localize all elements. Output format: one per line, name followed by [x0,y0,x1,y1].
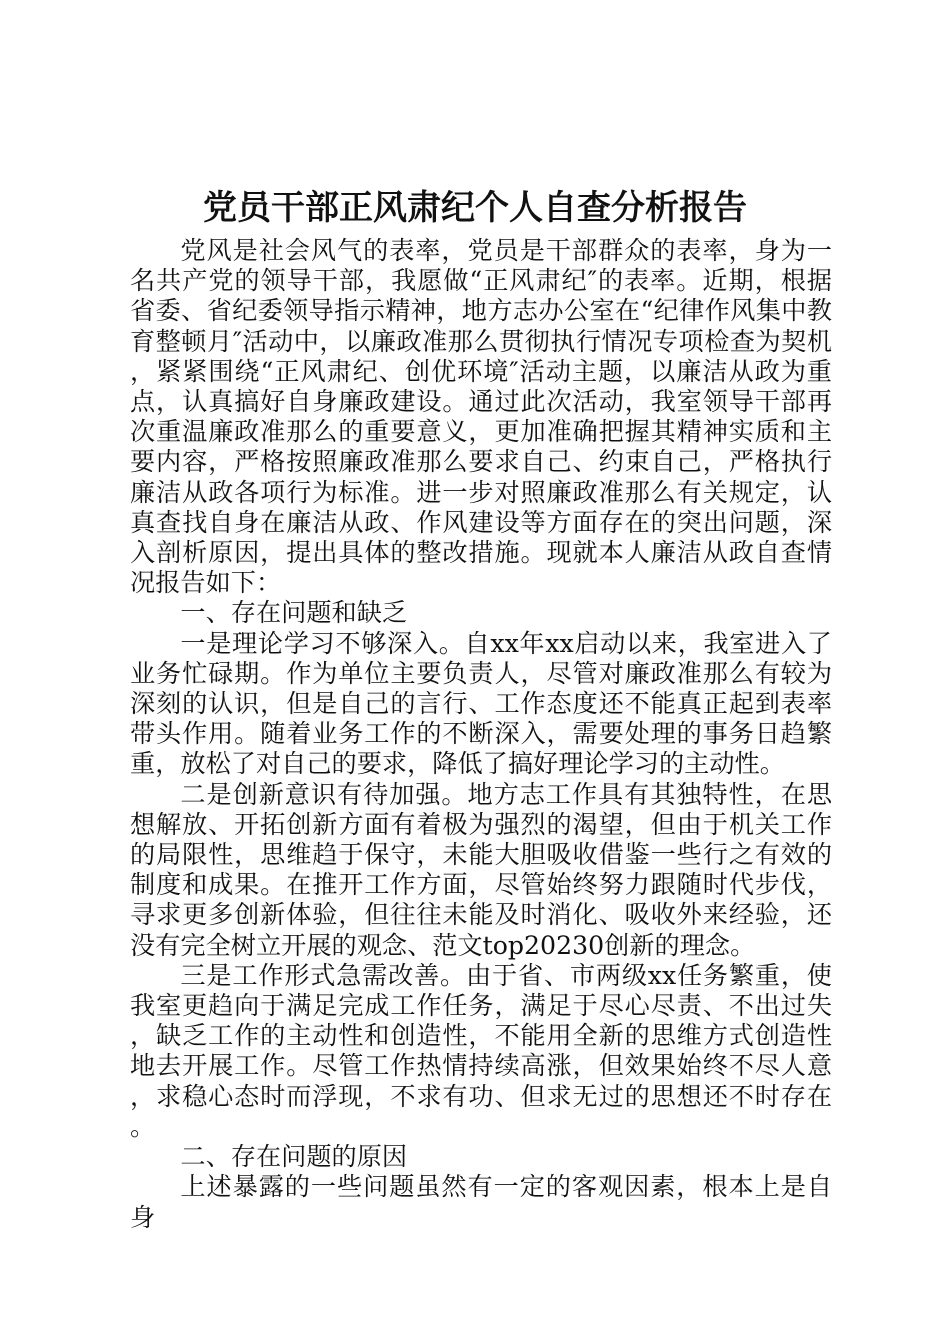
intro-paragraph: 党风是社会风气的表率，党员是干部群众的表率，身为一名共产党的领导干部，我愿做“正风肃纪″的表率。近期，根据省委、省纪委领导指示精神，地方志办公室在“纪律作风集中教育整顿月″活动中，以廉政准那么贯彻执行情况专项检查为契机，紧紧围绕“正风肃纪、创优环境″活动主题，以廉洁从政为重点，认真搞好自身廉政建设。通过此次活动，我室领导干部再次重温廉政准那么的重要意义，更加准确把握其精神实质和主要内容，严格按照廉政准那么要求自己、约束自己，严格执行廉洁从政各项行为标准。进一步对照廉政准那么有关规定，认真查找自身在廉洁从政、作风建设等方面存在的突出问题，深入剖析原因，提出具体的整改措施。现就本人廉洁从政自查情况报告如下： [130,236,832,598]
document-title: 党员干部正风肃纪个人自查分析报告 [203,188,747,228]
section-heading-problems: 一、存在问题和缺乏 [180,598,408,628]
problem-paragraph-theory-study: 一是理论学习不够深入。自xx年xx启动以来，我室进入了业务忙碌期。作为单位主要负责人，尽管对廉政准那么有较为深刻的认识，但是自己的言行、工作态度还不能真正起到表率带头作用。随着业务工作的不断深入，需要处理的事务日趋繁重，放松了对自己的要求，降低了搞好理论学习的主动性。 [130,628,832,779]
problem-paragraph-innovation: 二是创新意识有待加强。地方志工作具有其独特性，在思想解放、开拓创新方面有着极为强烈的渴望，但由于机关工作的局限性，思维趋于保守，未能大胆吸收借鉴一些行之有效的制度和成果。在推开工作方面，尽管始终努力跟随时代步伐，寻求更多创新体验，但往往未能及时消化、吸收外来经验，还没有完全树立开展的观念、范文top20230创新的理念。 [130,779,832,960]
document-body [130,236,832,1233]
section-heading-causes: 二、存在问题的原因 [180,1142,408,1172]
causes-paragraph: 上述暴露的一些问题虽然有一定的客观因素，根本上是自身 [130,1172,832,1232]
problem-paragraph-work-style: 三是工作形式急需改善。由于省、市两级xx任务繁重，使我室更趋向于满足完成工作任务，满足于尽心尽责、不出过失，缺乏工作的主动性和创造性，不能用全新的思维方式创造性地去开展工作。尽管工作热情持续高涨，但效果始终不尽人意，求稳心态时而浮现，不求有功、但求无过的思想还不时存在。 [130,960,832,1141]
